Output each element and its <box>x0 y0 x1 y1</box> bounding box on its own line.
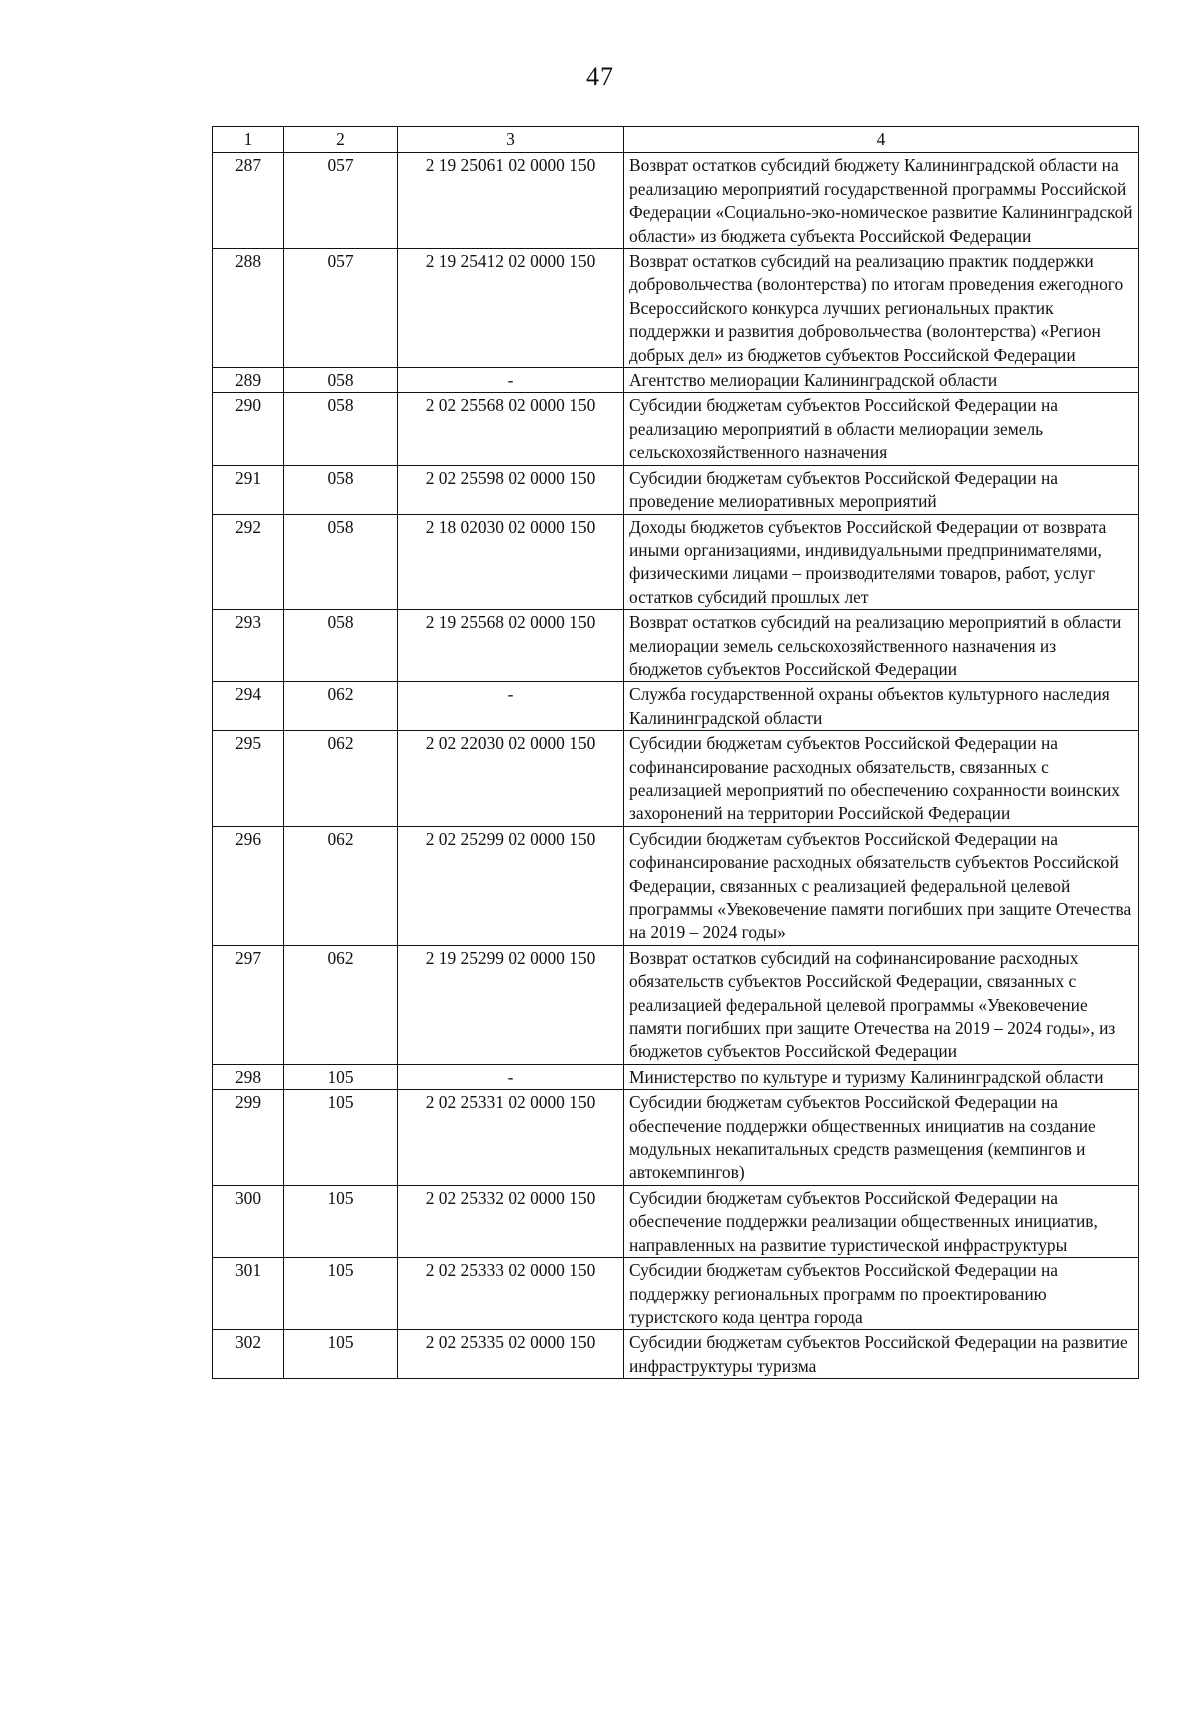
revenue-code-cell: 2 02 25332 02 0000 150 <box>398 1185 624 1257</box>
row-number-cell: 296 <box>213 826 284 945</box>
description-cell: Субсидии бюджетам субъектов Российской Федерации на развитие инфраструктуры туризма <box>624 1330 1139 1379</box>
row-number-cell: 292 <box>213 514 284 610</box>
revenue-code-cell: 2 02 25331 02 0000 150 <box>398 1090 624 1186</box>
chief-admin-code-cell: 062 <box>284 826 398 945</box>
revenue-code-cell: 2 18 02030 02 0000 150 <box>398 514 624 610</box>
chief-admin-code-cell: 057 <box>284 249 398 368</box>
table-row <box>213 1185 1139 1257</box>
description-cell: Возврат остатков субсидий на реализацию мероприятий в области мелиорации земель сельскохозяйственного назначения из бюджетов субъектов Российской Федерации <box>624 610 1139 682</box>
revenue-code-cell: 2 02 25598 02 0000 150 <box>398 465 624 514</box>
description-cell: Субсидии бюджетам субъектов Российской Федерации на проведение мелиоративных мероприятий <box>624 465 1139 514</box>
revenue-code-cell: 2 02 25335 02 0000 150 <box>398 1330 624 1379</box>
chief-admin-code-cell: 105 <box>284 1090 398 1186</box>
table-body <box>213 153 1139 1379</box>
table-row <box>213 514 1139 610</box>
table-row <box>213 1258 1139 1330</box>
description-cell: Субсидии бюджетам субъектов Российской Федерации на реализацию мероприятий в области мелиорации земель сельскохозяйственного назначения <box>624 393 1139 465</box>
budget-classification-table <box>212 126 1139 1379</box>
chief-admin-code-cell: 058 <box>284 393 398 465</box>
description-cell: Субсидии бюджетам субъектов Российской Федерации на обеспечение поддержки реализации общественных инициатив, направленных на развитие туристической инфраструктуры <box>624 1185 1139 1257</box>
description-cell: Субсидии бюджетам субъектов Российской Федерации на обеспечение поддержки общественных инициатив на создание модульных некапитальных средств размещения (кемпингов и автокемпингов) <box>624 1090 1139 1186</box>
revenue-code-cell: 2 02 22030 02 0000 150 <box>398 731 624 827</box>
table-header-row <box>213 127 1139 153</box>
chief-admin-code-cell: 062 <box>284 945 398 1064</box>
column-header-1: 1 <box>213 127 284 153</box>
page-number: 47 <box>586 62 614 91</box>
table-row <box>213 1090 1139 1186</box>
description-cell: Субсидии бюджетам субъектов Российской Федерации на софинансирование расходных обязательств, связанных с реализацией мероприятий по обеспечению сохранности воинских захоронений на территории Российской Федерации <box>624 731 1139 827</box>
table-row <box>213 368 1139 393</box>
revenue-code-cell: - <box>398 1064 624 1089</box>
description-cell: Служба государственной охраны объектов культурного наследия Калининградской области <box>624 682 1139 731</box>
row-number-cell: 301 <box>213 1258 284 1330</box>
table-row <box>213 945 1139 1064</box>
table-row <box>213 682 1139 731</box>
description-cell: Доходы бюджетов субъектов Российской Федерации от возврата иными организациями, индивидуальными предпринимателями, физическими лицами – производителями товаров, работ, услуг остатков субсидий прошлых лет <box>624 514 1139 610</box>
description-cell: Субсидии бюджетам субъектов Российской Федерации на поддержку региональных программ по проектированию туристского кода центра города <box>624 1258 1139 1330</box>
revenue-code-cell: 2 02 25299 02 0000 150 <box>398 826 624 945</box>
revenue-code-cell: 2 19 25412 02 0000 150 <box>398 249 624 368</box>
revenue-code-cell: 2 19 25299 02 0000 150 <box>398 945 624 1064</box>
row-number-cell: 295 <box>213 731 284 827</box>
chief-admin-code-cell: 105 <box>284 1330 398 1379</box>
column-header-2: 2 <box>284 127 398 153</box>
revenue-code-cell: 2 02 25568 02 0000 150 <box>398 393 624 465</box>
chief-admin-code-cell: 058 <box>284 514 398 610</box>
table-row <box>213 393 1139 465</box>
description-cell: Возврат остатков субсидий на софинансирование расходных обязательств субъектов Российской Федерации, связанных с реализацией федеральной целевой программы «Увековечение памяти погибших при защите Отечества на 2019 – 2024 годы», из бюджетов субъектов Российской Федерации <box>624 945 1139 1064</box>
column-header-3: 3 <box>398 127 624 153</box>
row-number-cell: 289 <box>213 368 284 393</box>
table-row <box>213 826 1139 945</box>
table-row <box>213 153 1139 249</box>
row-number-cell: 291 <box>213 465 284 514</box>
chief-admin-code-cell: 062 <box>284 731 398 827</box>
row-number-cell: 287 <box>213 153 284 249</box>
column-header-4: 4 <box>624 127 1139 153</box>
row-number-cell: 298 <box>213 1064 284 1089</box>
chief-admin-code-cell: 105 <box>284 1185 398 1257</box>
chief-admin-code-cell: 105 <box>284 1064 398 1089</box>
chief-admin-code-cell: 058 <box>284 610 398 682</box>
chief-admin-code-cell: 058 <box>284 465 398 514</box>
table-row <box>213 1064 1139 1089</box>
revenue-code-cell: 2 19 25568 02 0000 150 <box>398 610 624 682</box>
description-cell: Возврат остатков субсидий на реализацию практик поддержки добровольчества (волонтерства) по итогам проведения ежегодного Всероссийского конкурса лучших региональных практик поддержки и развития добровольчества (волонтерства) «Регион добрых дел» из бюджетов субъектов Российской Федерации <box>624 249 1139 368</box>
chief-admin-code-cell: 105 <box>284 1258 398 1330</box>
chief-admin-code-cell: 058 <box>284 368 398 393</box>
revenue-code-cell: 2 19 25061 02 0000 150 <box>398 153 624 249</box>
chief-admin-code-cell: 062 <box>284 682 398 731</box>
row-number-cell: 293 <box>213 610 284 682</box>
table-row <box>213 249 1139 368</box>
row-number-cell: 294 <box>213 682 284 731</box>
row-number-cell: 288 <box>213 249 284 368</box>
table-row <box>213 1330 1139 1379</box>
table-row <box>213 731 1139 827</box>
table-row <box>213 465 1139 514</box>
description-cell: Субсидии бюджетам субъектов Российской Федерации на софинансирование расходных обязательств субъектов Российской Федерации, связанных с реализацией федеральной целевой программы «Увековечение памяти погибших при защите Отечества на 2019 – 2024 годы» <box>624 826 1139 945</box>
description-cell: Возврат остатков субсидий бюджету Калининградской области на реализацию мероприятий государственной программы Российской Федерации «Социально-эко-номическое развитие Калининградской области» из бюджета субъекта Российской Федерации <box>624 153 1139 249</box>
row-number-cell: 300 <box>213 1185 284 1257</box>
description-cell: Министерство по культуре и туризму Калининградской области <box>624 1064 1139 1089</box>
table-row <box>213 610 1139 682</box>
row-number-cell: 302 <box>213 1330 284 1379</box>
row-number-cell: 297 <box>213 945 284 1064</box>
row-number-cell: 299 <box>213 1090 284 1186</box>
revenue-code-cell: 2 02 25333 02 0000 150 <box>398 1258 624 1330</box>
chief-admin-code-cell: 057 <box>284 153 398 249</box>
revenue-code-cell: - <box>398 368 624 393</box>
row-number-cell: 290 <box>213 393 284 465</box>
revenue-code-cell: - <box>398 682 624 731</box>
description-cell: Агентство мелиорации Калининградской области <box>624 368 1139 393</box>
